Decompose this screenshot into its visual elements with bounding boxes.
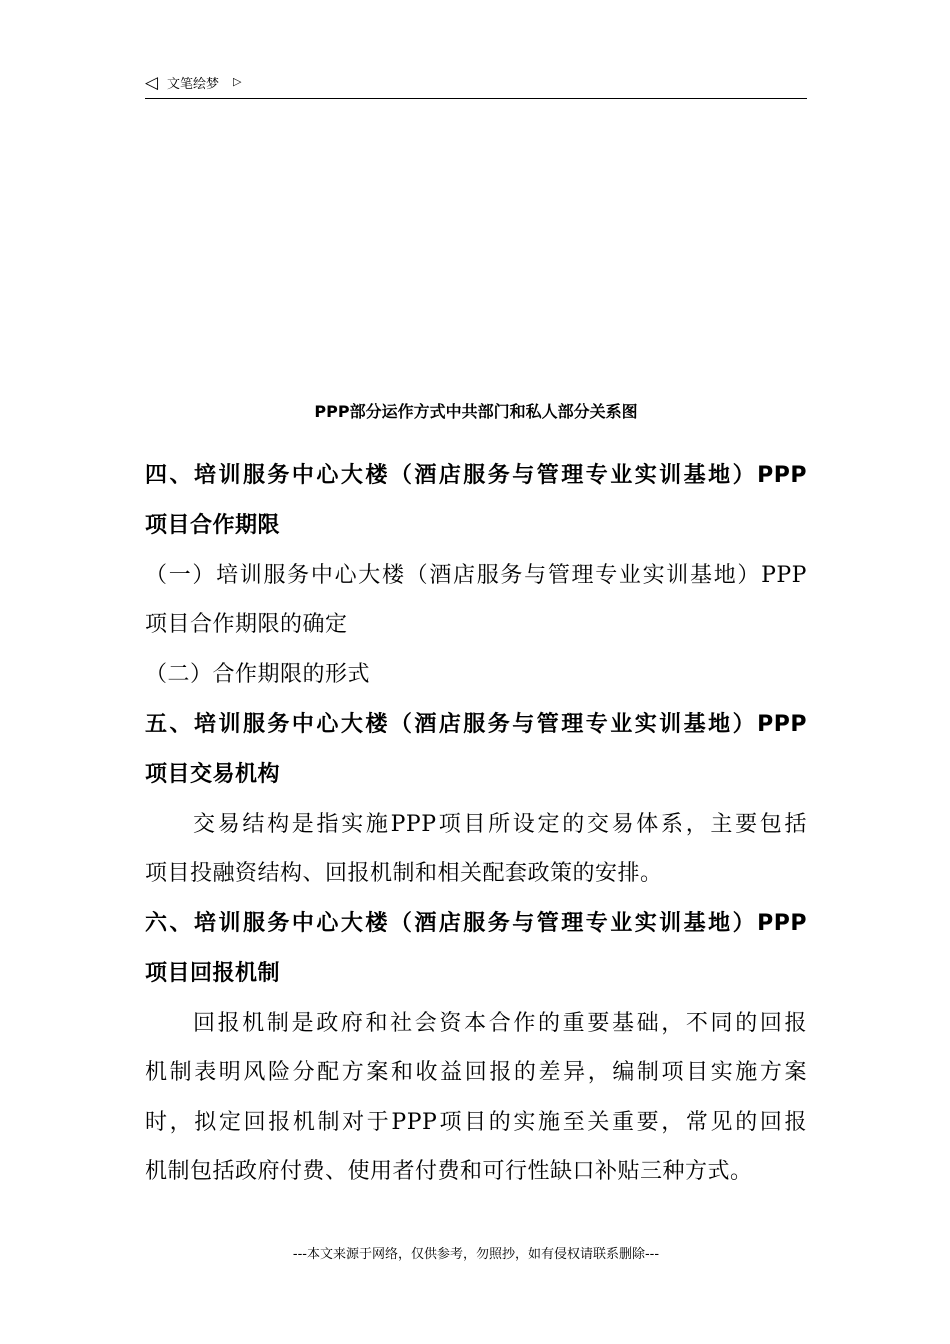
section5-heading-line2: 项目交易机构 bbox=[145, 762, 281, 787]
footer-disclaimer: ---本文来源于网络，仅供参考，勿照抄，如有侵权请联系删除--- bbox=[292, 1247, 660, 1262]
section5-heading-line1: 五、培训服务中心大楼（酒店服务与管理专业实训基地）PPP bbox=[145, 712, 807, 737]
section6-para-line3: 时，拟定回报机制对于PPP项目的实施至关重要，常见的回报 bbox=[145, 1110, 807, 1135]
section4-sub1-line2: 项目合作期限的确定 bbox=[145, 612, 348, 637]
section4-heading-line1: 四、培训服务中心大楼（酒店服务与管理专业实训基地）PPP bbox=[145, 463, 807, 488]
section4-sub2: （二）合作期限的形式 bbox=[145, 662, 371, 687]
section6-para-line1: 回报机制是政府和社会资本合作的重要基础，不同的回报 bbox=[193, 1011, 807, 1036]
section5-para-line1: 交易结构是指实施PPP项目所设定的交易体系，主要包括 bbox=[193, 812, 807, 837]
section6-para-line4: 机制包括政府付费、使用者付费和可行性缺口补贴三种方式。 bbox=[145, 1159, 753, 1184]
section6-heading-line1: 六、培训服务中心大楼（酒店服务与管理专业实训基地）PPP bbox=[145, 911, 807, 936]
header-brand: 文笔绘梦 bbox=[167, 77, 220, 92]
section4-sub1-line1: （一）培训服务中心大楼（酒店服务与管理专业实训基地）PPP bbox=[145, 563, 807, 588]
section4-heading-line2: 项目合作期限 bbox=[145, 513, 281, 538]
section5-para-line2: 项目投融资结构、回报机制和相关配套政策的安排。 bbox=[145, 861, 663, 886]
section6-para-line2: 机制表明风险分配方案和收益回报的差异，编制项目实施方案 bbox=[145, 1060, 807, 1085]
triangle-left-outline-icon: ◁ bbox=[145, 73, 159, 93]
section6-heading-line2: 项目回报机制 bbox=[145, 961, 281, 986]
page-header bbox=[145, 72, 807, 99]
triangle-right-outline-icon: ▷ bbox=[233, 75, 242, 88]
figure-caption: PPP部分运作方式中共部门和私人部分关系图 bbox=[314, 402, 638, 421]
